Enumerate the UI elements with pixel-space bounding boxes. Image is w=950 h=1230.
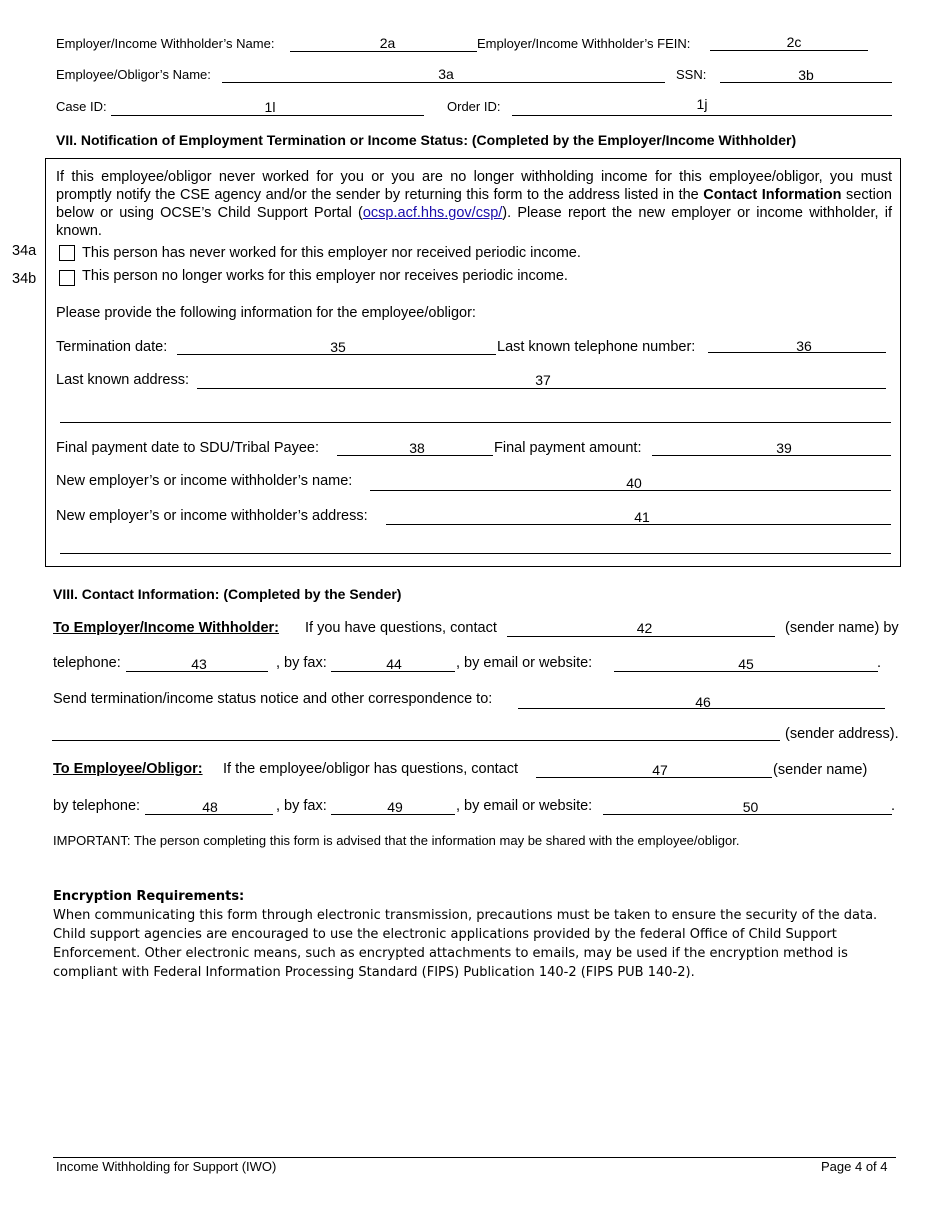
order-id-field[interactable] <box>512 115 892 116</box>
period-2: . <box>891 798 896 814</box>
employer-questions-text: If you have questions, contact <box>305 620 497 636</box>
section-7-title: VII. Notification of Employment Termination or Income Status: (Completed by the Employer/Income Withholder) <box>56 132 797 148</box>
period-1: . <box>877 655 882 671</box>
footer-rule <box>53 1157 896 1158</box>
to-employer-heading: To Employer/Income Withholder: <box>53 620 279 636</box>
sender-address-line-2[interactable] <box>52 740 780 741</box>
case-id-code: 1l <box>264 99 276 115</box>
final-payment-amount-label: Final payment amount: <box>494 440 642 456</box>
final-payment-amount-code: 39 <box>776 440 792 456</box>
employer-fein-field[interactable] <box>710 50 868 51</box>
code-42: 42 <box>636 620 653 636</box>
by-fax-label-2: , by fax: <box>276 798 327 814</box>
employee-questions-text: If the employee/obligor has questions, contact <box>223 761 519 777</box>
employee-name-label: Employee/Obligor’s Name: <box>56 67 211 82</box>
to-employee-heading: To Employee/Obligor: <box>53 761 203 777</box>
footer-form-name: Income Withholding for Support (IWO) <box>56 1159 277 1174</box>
checkbox-34a-label: This person has never worked for this employer nor received periodic income. <box>82 245 581 261</box>
termination-date-label: Termination date: <box>56 339 168 355</box>
by-fax-label: , by fax: <box>276 655 327 671</box>
provide-info-text: Please provide the following information for the employee/obligor: <box>56 305 476 321</box>
code-45: 45 <box>738 656 754 672</box>
by-telephone-label: by telephone: <box>53 798 141 814</box>
code-43: 43 <box>191 656 207 672</box>
order-id-label: Order ID: <box>447 99 501 114</box>
employer-fein-label: Employer/Income Withholder’s FEIN: <box>477 36 691 51</box>
code-49: 49 <box>387 799 403 815</box>
last-address-code: 37 <box>535 372 551 388</box>
section-7-intro: If this employee/obligor never worked for you or you are no longer withholding income for this employee/obligor, you must promptly notify the CSE agency and/or the sender by returning this form to the address listed in the Contact Information section below or using OCSE’s Child Support Portal (ocsp.acf.hhs.gov/csp/). Please report the new employer or income withholder, if known. <box>56 169 892 239</box>
employer-name-label: Employer/Income Withholder’s Name: <box>56 36 275 51</box>
new-employer-name-code: 40 <box>626 475 642 491</box>
new-employer-name-label: New employer’s or income withholder’s name: <box>56 473 353 489</box>
new-employer-address-code: 41 <box>634 509 650 525</box>
csp-portal-link[interactable]: ocsp.acf.hhs.gov/csp/ <box>362 205 503 221</box>
encryption-heading: Encryption Requirements: <box>53 889 245 904</box>
employer-name-code: 2a <box>379 35 396 51</box>
sender-name-text: (sender name) <box>773 762 868 778</box>
footer-page-number: Page 4 of 4 <box>821 1159 888 1174</box>
by-email-label: , by email or website: <box>456 655 593 671</box>
sender-name-field-42[interactable] <box>507 636 775 637</box>
sender-name-by-text: (sender name) by <box>785 620 899 636</box>
employer-name-field[interactable] <box>290 51 477 52</box>
termination-date-code: 35 <box>330 339 346 355</box>
ssn-label: SSN: <box>676 67 707 82</box>
case-id-label: Case ID: <box>56 99 107 114</box>
important-notice: IMPORTANT: The person completing this form is advised that the information may be shared with the employee/obligor. <box>53 833 740 848</box>
employee-name-code: 3a <box>438 66 454 82</box>
checkbox-34a[interactable] <box>59 245 75 261</box>
checkbox-34b-label: This person no longer works for this employer nor receives periodic income. <box>82 268 568 284</box>
new-employer-address-label: New employer’s or income withholder’s address: <box>56 508 368 524</box>
section-8-title: VIII. Contact Information: (Completed by the Sender) <box>53 586 402 602</box>
last-address-field[interactable] <box>197 388 886 389</box>
by-email-label-2: , by email or website: <box>456 798 593 814</box>
checkbox-34b-code: 34b <box>12 271 37 287</box>
sender-address-text: (sender address). <box>785 726 899 742</box>
code-46: 46 <box>695 694 711 710</box>
ssn-code: 3b <box>798 67 814 83</box>
code-50: 50 <box>742 799 759 815</box>
checkbox-34b[interactable] <box>59 270 75 286</box>
last-address-line-2[interactable] <box>60 422 891 423</box>
encryption-body: When communicating this form through electronic transmission, precautions must be taken to ensure the security of the data. Child support agencies are encouraged to use the electronic applications provided by the federal Office of Child Support Enforcement. Other electronic means, such as encrypted attachments to emails, may be used if the encryption method is compliant with Federal Information Processing Standard (FIPS) Publication 140-2 (FIPS PUB 140-2). <box>53 908 878 980</box>
final-payment-date-code: 38 <box>409 440 425 456</box>
last-phone-label: Last known telephone number: <box>497 339 696 355</box>
checkbox-34a-code: 34a <box>12 243 37 259</box>
telephone-label: telephone: <box>53 655 121 671</box>
code-44: 44 <box>386 656 402 672</box>
encryption-section <box>53 887 893 982</box>
case-id-field[interactable] <box>111 115 424 116</box>
order-id-code: 1j <box>696 96 708 112</box>
employer-fein-code: 2c <box>786 34 802 50</box>
send-notice-text: Send termination/income status notice and other correspondence to: <box>53 691 493 707</box>
last-address-label: Last known address: <box>56 372 189 388</box>
new-employer-address-line-2[interactable] <box>60 553 891 554</box>
code-48: 48 <box>202 799 218 815</box>
code-47: 47 <box>652 762 668 778</box>
last-phone-code: 36 <box>796 338 812 354</box>
employee-name-field[interactable] <box>222 82 665 83</box>
final-payment-date-label: Final payment date to SDU/Tribal Payee: <box>56 440 320 456</box>
